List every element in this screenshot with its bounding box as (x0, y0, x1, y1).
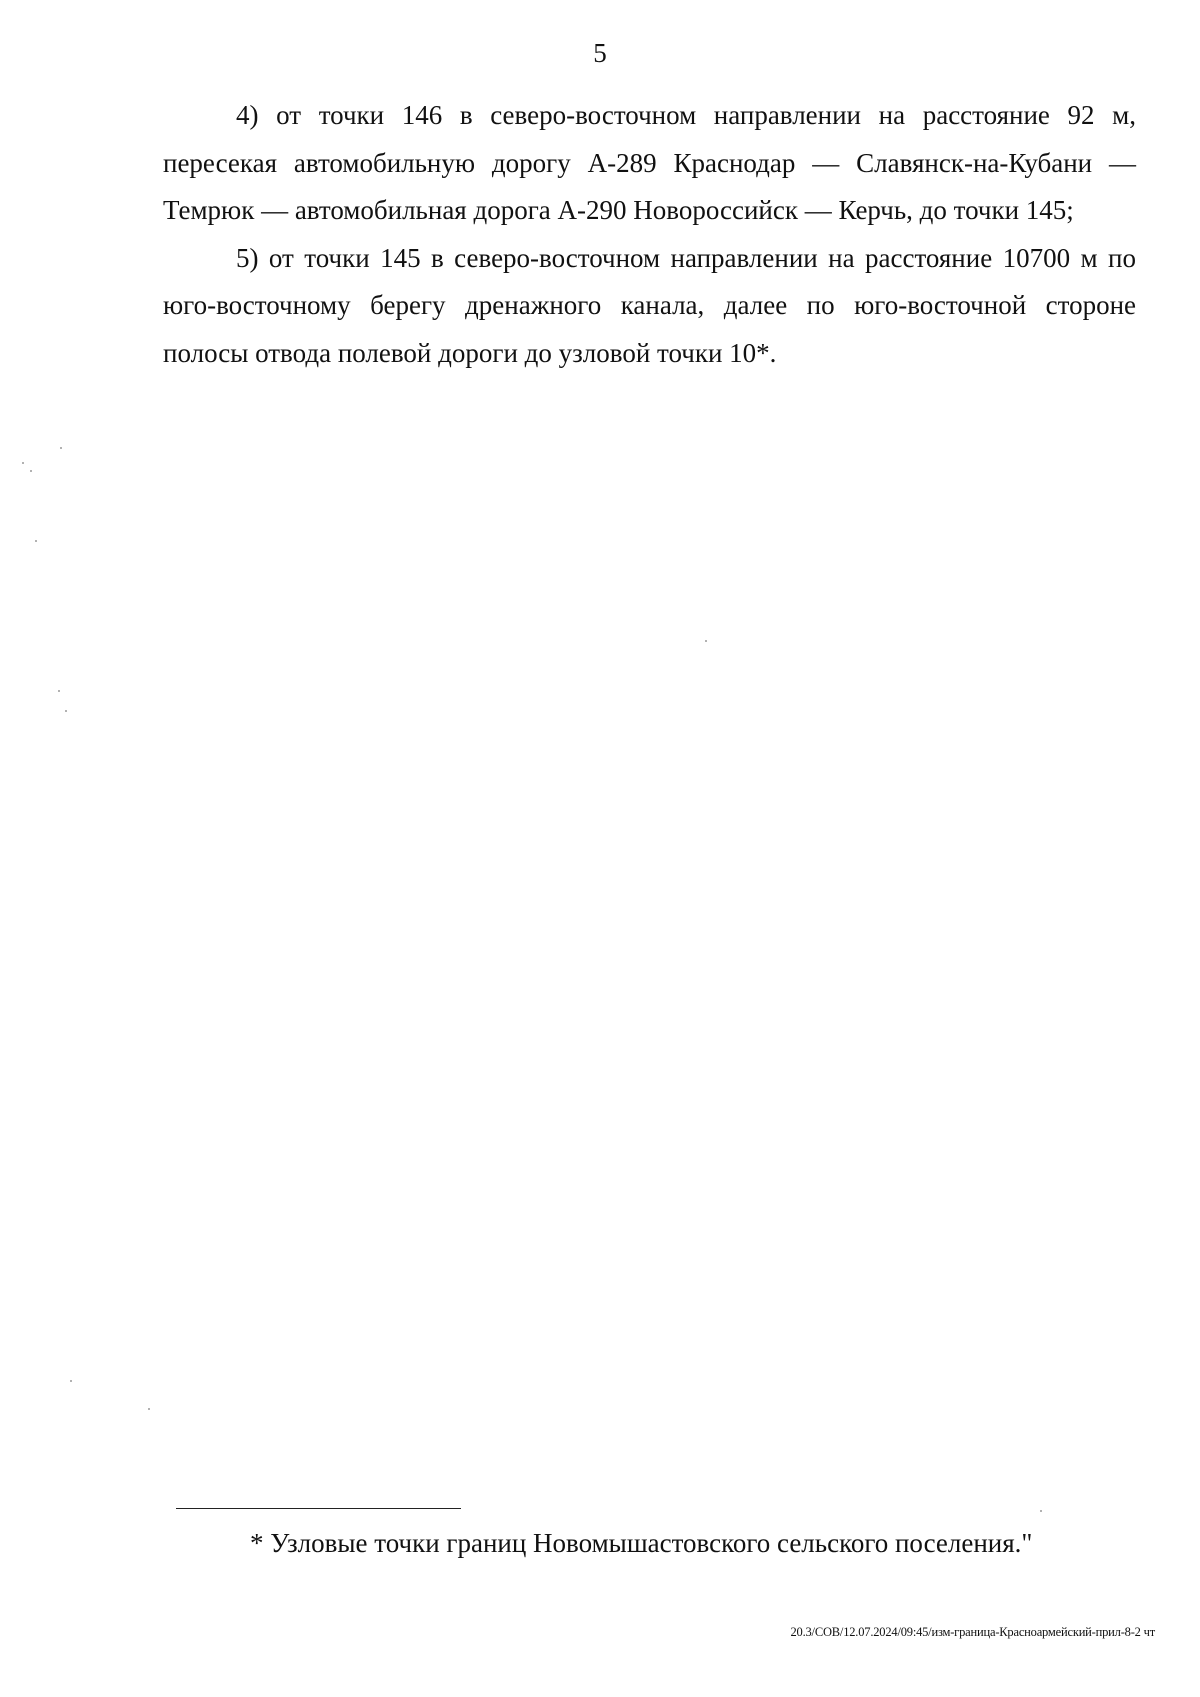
document-code: 20.3/СОВ/12.07.2024/09:45/изм-граница-Красноармейский-прил-8-2 чт (790, 1625, 1155, 1639)
footnote: * Узловые точки границ Новомышастовского сельского поселения." (250, 1528, 1033, 1558)
page-number: 5 (593, 38, 607, 68)
scan-speck (58, 690, 60, 692)
scan-speck (148, 1408, 150, 1410)
scan-speck (705, 640, 707, 642)
paragraph-item-4: 4) от точки 146 в северо-восточном направлении на расстояние 92 м, пересекая автомобильную дорогу А-289 Краснодар — Славянск-на-Кубани — Темрюк — автомобильная дорога А-290 Новороссийск — Керчь, до точки 145; (163, 100, 1136, 225)
scan-speck (65, 710, 67, 712)
body-text (163, 92, 1136, 377)
scan-speck (22, 462, 24, 464)
scan-speck (35, 540, 37, 542)
paragraph-item-5: 5) от точки 145 в северо-восточном направлении на расстояние 10700 м по юго-восточному берегу дренажного канала, далее по юго-восточной стороне полосы отвода полевой дороги до узловой точки 10*. (163, 242, 1136, 368)
scan-speck (1040, 1510, 1042, 1512)
scan-speck (70, 1380, 72, 1382)
scan-speck (30, 470, 32, 472)
scan-speck (60, 447, 62, 449)
footnote-divider (176, 1508, 461, 1509)
